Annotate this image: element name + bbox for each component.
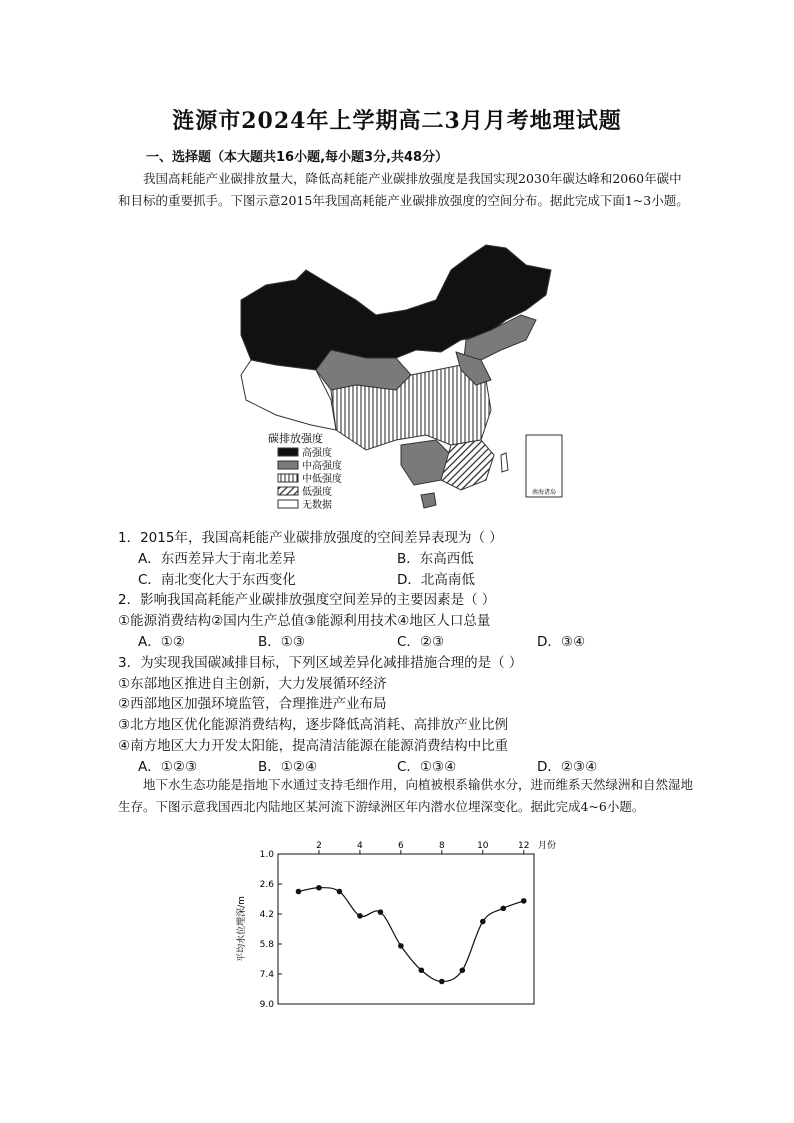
intro-paragraph-1: 我国高耗能产业碳排放量大，降低高耗能产业碳排放强度是我国实现2030年碳达峰和2060年碳中和目标的重要抓手。下图示意2015年我国高耗能产业碳排放强度的空间分布。据此完成下面1~3小题。	[118, 171, 689, 208]
region-medhigh-hainan	[421, 493, 436, 508]
x-tick-label: 2	[316, 841, 322, 851]
q3-option-b: B．①②④	[258, 759, 318, 775]
q2-option-c: C．②③	[397, 634, 445, 650]
region-high-north	[241, 245, 551, 370]
y-tick-label: 5.8	[259, 940, 274, 950]
y-axis-label: 平均水位埋深/m	[237, 896, 247, 962]
water-table-chart	[234, 838, 557, 1013]
region-nodata-taiwan	[501, 453, 508, 472]
legend-item: 高强度	[302, 448, 332, 459]
q2-option-d: D．③④	[537, 634, 586, 650]
data-point	[337, 889, 343, 895]
data-point	[439, 979, 445, 985]
data-point	[521, 898, 527, 904]
data-point	[357, 913, 363, 919]
x-tick-label: 6	[398, 841, 404, 851]
x-tick-label: 4	[357, 841, 363, 851]
data-point	[316, 885, 322, 891]
plot-frame	[278, 854, 534, 1004]
section-heading: 一、选择题（本大题共16小题,每小题3分,共48分）	[146, 150, 449, 165]
series-line	[298, 888, 523, 982]
q3-measure-4: ④南方地区大力开发太阳能，提高清洁能源在能源消费结构中比重	[118, 738, 509, 754]
legend-title: 碳排放强度	[268, 432, 323, 445]
data-point	[378, 909, 384, 915]
question-2-stem: 2．影响我国高耗能产业碳排放强度空间差异的主要因素是（ ）	[118, 592, 496, 608]
question-3-stem: 3．为实现我国碳减排目标，下列区域差异化减排措施合理的是（ ）	[118, 655, 523, 671]
page-title: 涟源市2024年上学期高二3月月考地理试题	[172, 108, 622, 134]
q1-option-a: A．东西差异大于南北差异	[138, 551, 296, 567]
q3-measure-1: ①东部地区推进自主创新，大力发展循环经济	[118, 676, 387, 692]
q2-factors: ①能源消费结构②国内生产总值③能源利用技术④地区人口总量	[118, 613, 491, 629]
q2-option-a: A．①②	[138, 634, 185, 650]
q3-measure-3: ③北方地区优化能源消费结构，逐步降低高消耗、高排放产业比例	[118, 717, 509, 733]
x-axis-label: 月份	[538, 841, 557, 851]
q3-option-c: C．①③④	[397, 759, 457, 775]
legend-item: 低强度	[302, 487, 332, 498]
data-point	[500, 906, 506, 912]
x-tick-label: 8	[438, 841, 445, 851]
q1-option-b: B．东高西低	[397, 551, 474, 567]
legend-item: 无数据	[302, 500, 332, 511]
q3-option-a: A．①②③	[138, 759, 198, 775]
data-point	[460, 967, 466, 973]
y-tick-label: 4.2	[259, 910, 274, 920]
intro-paragraph-2: 地下水生态功能是指地下水通过支持毛细作用，向植被根系输供水分，进而维系天然绿洲和自然湿地生存。下图示意我国西北内陆地区某河流下游绿洲区年内潜水位埋深变化。据此完成4~6小题。	[118, 777, 694, 814]
carbon-intensity-map	[236, 240, 566, 515]
y-tick-label: 1.0	[259, 850, 274, 860]
data-point	[296, 889, 302, 895]
y-tick-label: 9.0	[259, 1000, 274, 1010]
q3-option-d: D．②③④	[537, 759, 598, 775]
legend-item: 中低强度	[302, 474, 342, 485]
q1-option-c: C．南北变化大于东西变化	[138, 572, 296, 588]
x-tick-label: 10	[477, 841, 489, 851]
question-1-stem: 1．2015年，我国高耗能产业碳排放强度的空间差异表现为（ ）	[118, 530, 503, 546]
south-china-sea-inset	[526, 435, 562, 497]
y-tick-label: 7.4	[259, 970, 274, 980]
q3-measure-2: ②西部地区加强环境监管，合理推进产业布局	[118, 696, 387, 712]
data-point	[419, 967, 425, 973]
q2-option-b: B．①③	[258, 634, 305, 650]
region-low-se	[441, 440, 494, 490]
data-point	[398, 943, 404, 949]
legend-item: 中高强度	[302, 461, 342, 472]
inset-label: 南海诸岛	[531, 489, 557, 496]
y-tick-label: 2.6	[259, 880, 274, 890]
q1-option-d: D．北高南低	[397, 572, 475, 588]
x-tick-label: 12	[518, 841, 530, 851]
data-point	[480, 919, 486, 925]
